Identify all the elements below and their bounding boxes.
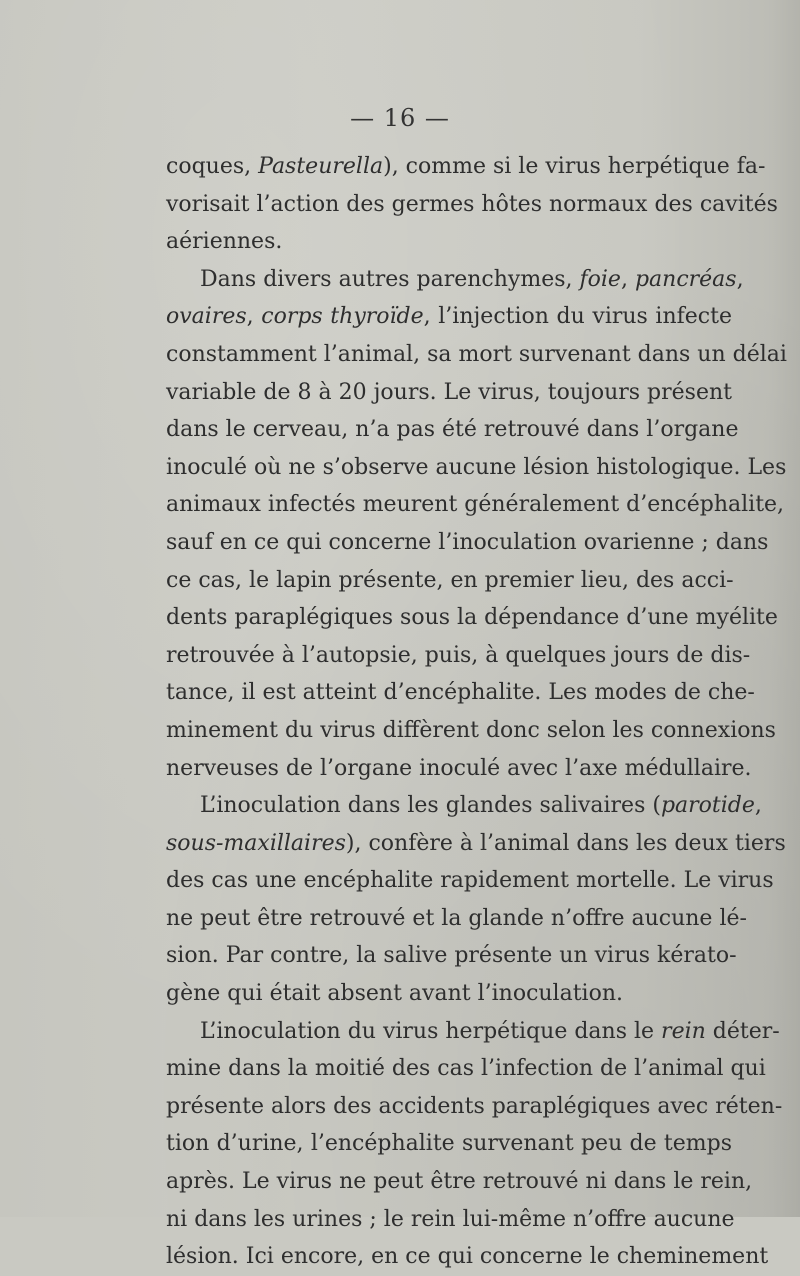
text-segment: mine dans la moitié des cas l’infection de l’animal qui xyxy=(166,1056,766,1082)
text-segment: lésion. Ici encore, en ce qui concerne le cheminement xyxy=(166,1244,769,1270)
text-segment: variable de 8 à 20 jours. Le virus, toujours présent xyxy=(166,379,732,405)
text-segment: , l’injection du virus infecte xyxy=(423,304,732,330)
text-line xyxy=(166,787,762,825)
text-line xyxy=(166,975,732,1013)
text-line xyxy=(166,1201,735,1239)
text-line xyxy=(166,223,732,261)
text-segment: nerveuses de l’organe inoculé avec l’axe médullaire. xyxy=(166,755,752,781)
text-segment: sion. Par contre, la salive présente un virus kérato- xyxy=(166,943,737,969)
text-segment: ce cas, le lapin présente, en premier lieu, des acci- xyxy=(166,567,734,593)
text-segment: tion d’urine, l’encéphalite survenant peu de temps xyxy=(166,1131,732,1157)
text-line xyxy=(166,1125,732,1163)
text-line xyxy=(166,599,778,637)
text-line xyxy=(166,298,732,336)
text-line xyxy=(166,562,732,600)
text-line xyxy=(166,1013,780,1051)
text-line xyxy=(166,674,755,712)
italic-term: corps thyroïde xyxy=(261,304,424,330)
text-line xyxy=(166,712,776,750)
text-line xyxy=(166,186,778,224)
italic-term: Pasteurella xyxy=(258,154,384,179)
text-segment: dans le cerveau, n’a pas été retrouvé dans l’organe xyxy=(166,417,739,443)
text-segment: tance, il est atteint d’encéphalite. Les modes de che- xyxy=(166,680,755,706)
text-line xyxy=(166,486,785,524)
text-segment: , xyxy=(736,266,744,292)
italic-term: parotide xyxy=(660,793,755,819)
text-segment: ), confère à l’animal dans les deux tiers xyxy=(345,830,786,856)
text-segment: sauf en ce qui concerne l’inoculation ovarienne ; dans xyxy=(166,529,769,555)
text-segment: dents paraplégiques sous la dépendance d’une myélite xyxy=(166,605,778,631)
text-line xyxy=(166,825,786,863)
text-line xyxy=(166,261,744,299)
text-segment: minement du virus diffèrent donc selon les connexions xyxy=(166,717,776,743)
text-segment: Dans divers autres parenchymes, xyxy=(200,266,580,292)
text-segment: ni dans les urines ; le rein lui-même n’offre aucune xyxy=(166,1206,735,1232)
text-segment: L’inoculation du virus herpétique dans le xyxy=(200,1018,662,1044)
text-segment: constamment l’animal, sa mort survenant dans un délai xyxy=(166,341,787,367)
text-segment: déter- xyxy=(705,1018,780,1044)
italic-term: pancréas xyxy=(634,266,737,292)
italic-term: ovaires xyxy=(166,304,247,330)
text-segment: inoculé où ne s’observe aucune lésion histologique. Les xyxy=(166,454,787,480)
text-segment: , xyxy=(754,793,762,819)
text-line xyxy=(166,411,739,449)
text-line xyxy=(166,637,751,675)
text-segment: coques, xyxy=(166,154,259,179)
text-segment: ne peut être retrouvé et la glande n’offre aucune lé- xyxy=(166,905,747,931)
text-line xyxy=(166,148,766,186)
text-segment: gène qui était absent avant l’inoculation. xyxy=(166,981,623,1007)
text-segment: animaux infectés meurent généralement d’encéphalite, xyxy=(166,492,785,518)
text-segment: vorisait l’action des germes hôtes normaux des cavités xyxy=(166,191,778,217)
text-line xyxy=(166,1050,766,1088)
text-segment: après. Le virus ne peut être retrouvé ni dans le rein, xyxy=(166,1169,753,1195)
italic-term: rein xyxy=(661,1018,706,1044)
italic-term: foie xyxy=(579,266,621,292)
text-segment: ), comme si le virus herpétique fa- xyxy=(383,154,766,179)
text-line xyxy=(166,1088,783,1126)
text-segment: retrouvée à l’autopsie, puis, à quelques jours de dis- xyxy=(166,642,751,668)
text-line xyxy=(166,374,732,412)
text-segment: , xyxy=(246,304,262,330)
text-segment: L’inoculation dans les glandes salivaires ( xyxy=(200,793,661,819)
text-segment: présente alors des accidents paraplégiques avec réten- xyxy=(166,1093,783,1119)
text-line xyxy=(166,449,787,487)
text-line xyxy=(166,937,737,975)
text-segment: , xyxy=(620,266,635,292)
text-line xyxy=(166,862,774,900)
text-line xyxy=(166,336,787,374)
text-segment: aériennes. xyxy=(166,229,283,255)
text-line xyxy=(166,524,769,562)
text-segment: des cas une encéphalite rapidement mortelle. Le virus xyxy=(166,868,774,894)
text-line xyxy=(166,1238,769,1276)
italic-term: sous-maxillaires xyxy=(166,830,346,856)
text-line xyxy=(166,1163,753,1201)
text-line xyxy=(166,900,747,938)
page-number: — 16 — xyxy=(350,104,450,132)
body-text xyxy=(166,148,787,1276)
text-line xyxy=(166,750,752,788)
